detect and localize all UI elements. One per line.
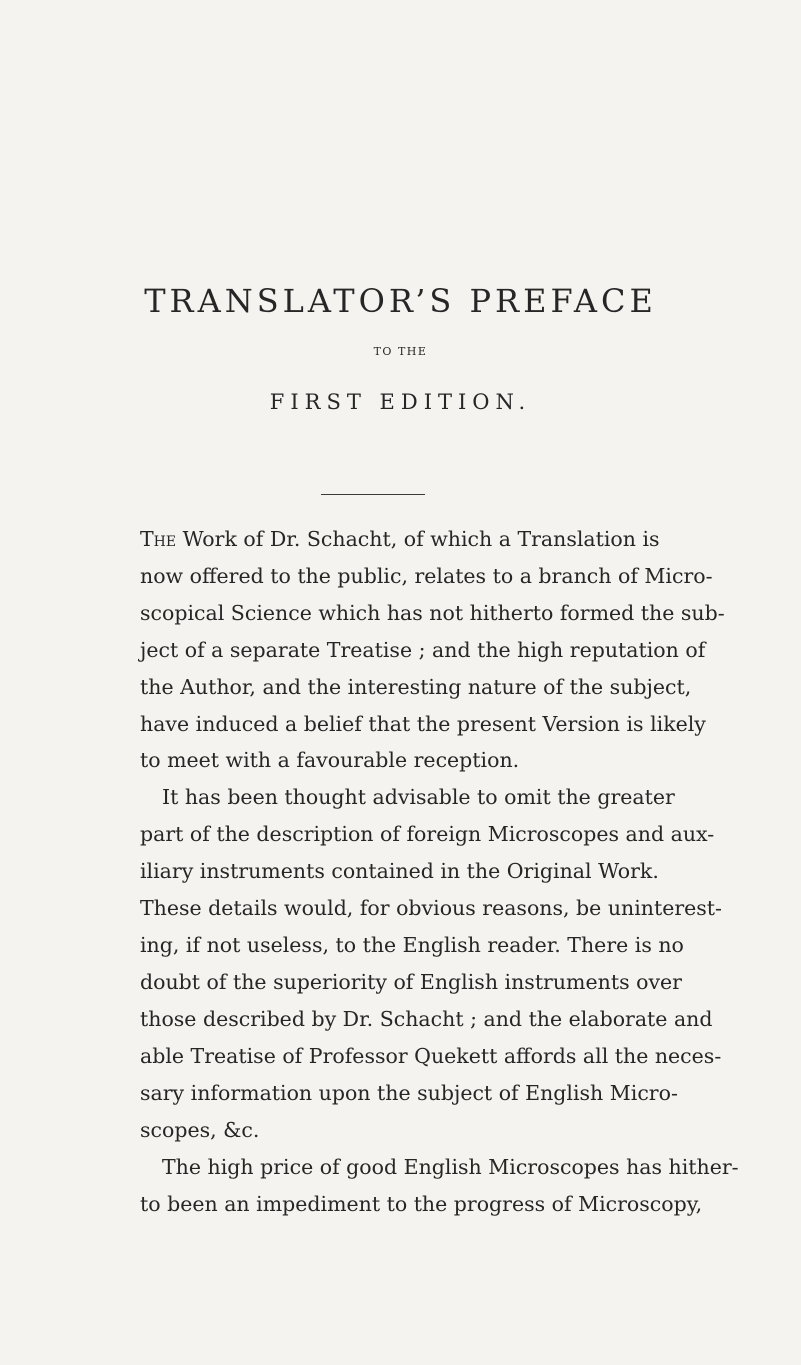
text-line: now offered to the public, relates to a branch of Micro- <box>140 564 713 588</box>
text-line: those described by Dr. Schacht ; and the elaborate and <box>140 1007 713 1031</box>
page-title: TRANSLATOR’S PREFACE <box>144 282 657 320</box>
page-subtitle: FIRST EDITION. <box>269 390 532 414</box>
text-line: ject of a separate Treatise ; and the high reputation of <box>140 638 706 662</box>
text-line: to meet with a favourable reception. <box>140 748 520 772</box>
text-line: to been an impediment to the progress of Microscopy, <box>140 1192 703 1216</box>
text-line: able Treatise of Professor Quekett affords all the neces- <box>140 1044 722 1068</box>
text-line: part of the description of foreign Microscopes and aux- <box>140 822 715 846</box>
text-line: scopes, &c. <box>140 1118 260 1142</box>
text-line: sary information upon the subject of English Micro- <box>140 1081 678 1105</box>
text-line: ing, if not useless, to the English reader. There is no <box>140 933 684 957</box>
text-line: doubt of the superiority of English instruments over <box>140 970 682 994</box>
text-line: iliary instruments contained in the Original Work. <box>140 859 659 883</box>
text-line: scopical Science which has not hitherto formed the sub- <box>140 601 725 625</box>
text-line <box>140 521 660 557</box>
divider-rule <box>321 494 425 495</box>
first-word-small-caps: The <box>140 527 177 551</box>
text-line: It has been thought advisable to omit the greater <box>162 785 675 809</box>
text-line-content: Work of Dr. Schacht, of which a Translation is <box>176 527 660 551</box>
text-line: The high price of good English Microscopes has hither- <box>162 1155 739 1179</box>
text-line: the Author, and the interesting nature of the subject, <box>140 675 692 699</box>
text-line: These details would, for obvious reasons, be uninterest- <box>140 896 722 920</box>
subtitle-connector: TO THE <box>373 345 428 358</box>
text-line: have induced a belief that the present Version is likely <box>140 712 706 736</box>
